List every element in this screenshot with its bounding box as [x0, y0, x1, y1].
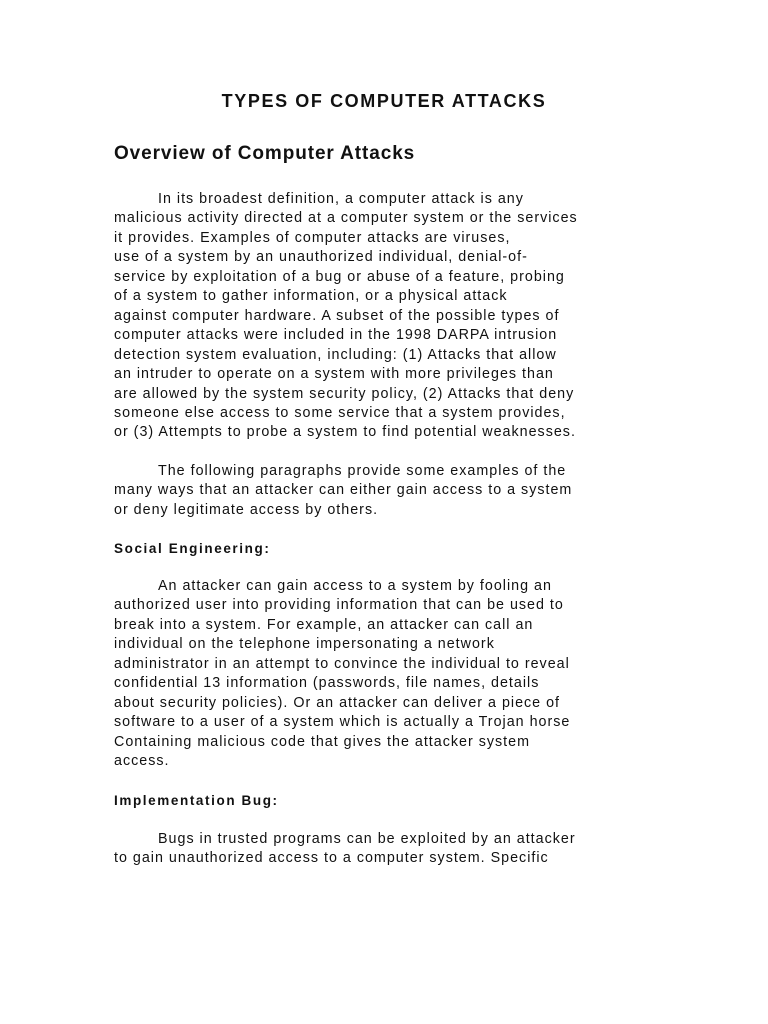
paragraph-line: an intruder to operate on a system with more privileges than [114, 366, 554, 383]
paragraph-line: individual on the telephone impersonating a network [114, 636, 495, 653]
paragraph-line: confidential 13 information (passwords, file names, details [114, 675, 540, 692]
paragraph-line: of a system to gather information, or a physical attack [114, 288, 508, 305]
social-engineering-heading: Social Engineering: [114, 541, 271, 556]
paragraph-line: about security policies). Or an attacker can deliver a piece of [114, 694, 561, 711]
paragraph-line: someone else access to some service that a system provides, [114, 404, 566, 421]
paragraph-line: Bugs in trusted programs can be exploited by an attacker [158, 831, 576, 847]
paragraph-line: to gain unauthorized access to a computer system. Specific [114, 850, 549, 867]
paragraph-line: malicious activity directed at a computer system or the services [114, 210, 578, 227]
paragraph-line: service by exploitation of a bug or abuse of a feature, probing [114, 268, 565, 285]
paragraph-line: An attacker can gain access to a system by fooling an [158, 578, 552, 594]
paragraph-line: use of a system by an unauthorized individual, denial-of- [114, 249, 528, 266]
paragraph-line: break into a system. For example, an attacker can call an [114, 616, 534, 633]
paragraph-line: many ways that an attacker can either gain access to a system [114, 482, 573, 499]
paragraph-line: administrator in an attempt to convince the individual to reveal [114, 655, 570, 672]
paragraph-line: or deny legitimate access by others. [114, 501, 379, 518]
paragraph-line: authorized user into providing information that can be used to [114, 597, 564, 614]
paragraph-line: access. [114, 753, 170, 770]
document-title: TYPES OF COMPUTER ATTACKS [221, 91, 547, 111]
paragraph-line: The following paragraphs provide some examples of the [158, 463, 567, 479]
paragraph-line: detection system evaluation, including: (1) Attacks that allow [114, 346, 557, 363]
paragraph-line: it provides. Examples of computer attacks are viruses, [114, 229, 511, 246]
implementation-bug-heading: Implementation Bug: [114, 793, 279, 808]
overview-heading: Overview of Computer Attacks [114, 143, 416, 164]
paragraph-line: or (3) Attempts to probe a system to find potential weaknesses. [114, 424, 576, 441]
overview-paragraph-1 [114, 190, 578, 443]
implementation-bug-paragraph [114, 830, 576, 869]
overview-paragraph-2 [114, 462, 572, 520]
social-engineering-paragraph [114, 577, 570, 772]
paragraph-line: are allowed by the system security policy, (2) Attacks that deny [114, 385, 575, 402]
paragraph-line: against computer hardware. A subset of the possible types of [114, 307, 560, 324]
paragraph-line: In its broadest definition, a computer attack is any [158, 191, 524, 207]
paragraph-line: software to a user of a system which is actually a Trojan horse [114, 714, 571, 731]
paragraph-line: computer attacks were included in the 1998 DARPA intrusion [114, 327, 558, 344]
paragraph-line: Containing malicious code that gives the attacker system [114, 733, 530, 750]
